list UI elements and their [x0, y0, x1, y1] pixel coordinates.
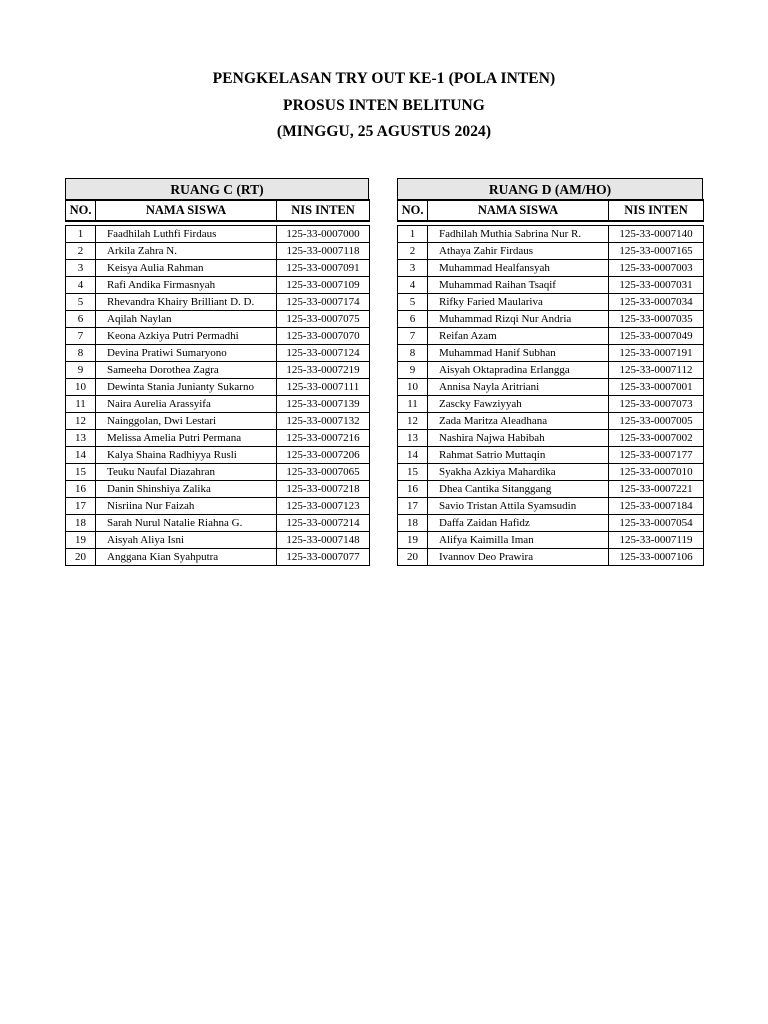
nis-number: 125-33-0007001: [609, 379, 704, 396]
row-number: 3: [66, 260, 96, 277]
table-row: [66, 362, 370, 379]
nis-number: 125-33-0007221: [609, 481, 704, 498]
table-row: [398, 311, 704, 328]
table-header: [397, 199, 704, 222]
nis-number: 125-33-0007075: [277, 311, 370, 328]
table-row: [66, 447, 370, 464]
table-row: [66, 260, 370, 277]
student-name: Teuku Naufal Diazahran: [96, 464, 277, 481]
table-row: [66, 498, 370, 515]
nis-number: 125-33-0007165: [609, 243, 704, 260]
student-name: Fadhilah Muthia Sabrina Nur R.: [428, 226, 609, 243]
student-name: Ivannov Deo Prawira: [428, 549, 609, 566]
table-row: [398, 515, 704, 532]
nis-number: 125-33-0007132: [277, 413, 370, 430]
table-row: [66, 430, 370, 447]
student-name: Devina Pratiwi Sumaryono: [96, 345, 277, 362]
row-number: 19: [398, 532, 428, 549]
table-row: [66, 226, 370, 243]
row-number: 6: [398, 311, 428, 328]
student-name: Aisyah Oktapradina Erlangga: [428, 362, 609, 379]
table-row: [66, 413, 370, 430]
student-name: Rahmat Satrio Muttaqin: [428, 447, 609, 464]
student-name: Nainggolan, Dwi Lestari: [96, 413, 277, 430]
student-name: Nisriina Nur Faizah: [96, 498, 277, 515]
nis-number: 125-33-0007174: [277, 294, 370, 311]
student-name: Muhammad Raihan Tsaqif: [428, 277, 609, 294]
table-row: [66, 532, 370, 549]
nis-number: 125-33-0007073: [609, 396, 704, 413]
student-name: Keona Azkiya Putri Permadhi: [96, 328, 277, 345]
nis-number: 125-33-0007002: [609, 430, 704, 447]
nis-number: 125-33-0007003: [609, 260, 704, 277]
student-name: Anggana Kian Syahputra: [96, 549, 277, 566]
nis-number: 125-33-0007112: [609, 362, 704, 379]
nis-number: 125-33-0007000: [277, 226, 370, 243]
table-row: [398, 294, 704, 311]
table-row: [398, 532, 704, 549]
student-name: Aisyah Aliya Isni: [96, 532, 277, 549]
nis-number: 125-33-0007214: [277, 515, 370, 532]
row-number: 10: [398, 379, 428, 396]
row-number: 12: [66, 413, 96, 430]
nis-number: 125-33-0007191: [609, 345, 704, 362]
row-number: 7: [66, 328, 96, 345]
student-name: Reifan Azam: [428, 328, 609, 345]
row-number: 6: [66, 311, 96, 328]
table-row: [66, 311, 370, 328]
student-name: Muhammad Hanif Subhan: [428, 345, 609, 362]
table-row: [398, 243, 704, 260]
row-number: 11: [398, 396, 428, 413]
col-no-header: NO.: [66, 200, 96, 221]
nis-number: 125-33-0007065: [277, 464, 370, 481]
nis-number: 125-33-0007070: [277, 328, 370, 345]
table-row: [66, 243, 370, 260]
student-name: Muhammad Rizqi Nur Andria: [428, 311, 609, 328]
table-row: [66, 481, 370, 498]
student-name: Rhevandra Khairy Brilliant D. D.: [96, 294, 277, 311]
row-number: 17: [398, 498, 428, 515]
student-name: Annisa Nayla Aritriani: [428, 379, 609, 396]
row-number: 2: [398, 243, 428, 260]
row-number: 16: [66, 481, 96, 498]
nis-number: 125-33-0007010: [609, 464, 704, 481]
student-name: Faadhilah Luthfi Firdaus: [96, 226, 277, 243]
row-number: 8: [398, 345, 428, 362]
nis-number: 125-33-0007119: [609, 532, 704, 549]
student-name: Savio Tristan Attila Syamsudin: [428, 498, 609, 515]
table-header: [65, 199, 370, 222]
student-name: Melissa Amelia Putri Permana: [96, 430, 277, 447]
row-number: 18: [66, 515, 96, 532]
nis-number: 125-33-0007109: [277, 277, 370, 294]
student-name: Sameeha Dorothea Zagra: [96, 362, 277, 379]
row-number: 14: [398, 447, 428, 464]
nis-number: 125-33-0007184: [609, 498, 704, 515]
student-name: Athaya Zahir Firdaus: [428, 243, 609, 260]
nis-number: 125-33-0007005: [609, 413, 704, 430]
nis-number: 125-33-0007218: [277, 481, 370, 498]
row-number: 2: [66, 243, 96, 260]
table-row: [66, 549, 370, 566]
row-number: 10: [66, 379, 96, 396]
table-row: [398, 396, 704, 413]
table-row: [398, 413, 704, 430]
student-name: Daffa Zaidan Hafidz: [428, 515, 609, 532]
title-line-1: PENGKELASAN TRY OUT KE-1 (POLA INTEN): [212, 70, 556, 87]
table-row: [66, 328, 370, 345]
row-number: 9: [398, 362, 428, 379]
row-number: 18: [398, 515, 428, 532]
col-name-header: NAMA SISWA: [96, 200, 277, 221]
row-number: 13: [398, 430, 428, 447]
nis-number: 125-33-0007049: [609, 328, 704, 345]
col-nis-header: NIS INTEN: [609, 200, 704, 221]
student-name: Danin Shinshiya Zalika: [96, 481, 277, 498]
student-name: Kalya Shaina Radhiyya Rusli: [96, 447, 277, 464]
student-name: Dhea Cantika Sitanggang: [428, 481, 609, 498]
table-row: [398, 498, 704, 515]
nis-number: 125-33-0007140: [609, 226, 704, 243]
title-line-3: (MINGGU, 25 AGUSTUS 2024): [276, 123, 492, 140]
nis-number: 125-33-0007216: [277, 430, 370, 447]
table-row: [398, 362, 704, 379]
row-number: 1: [66, 226, 96, 243]
row-number: 14: [66, 447, 96, 464]
table-row: [398, 447, 704, 464]
student-name: Muhammad Healfansyah: [428, 260, 609, 277]
student-name: Dewinta Stania Junianty Sukarno: [96, 379, 277, 396]
nis-number: 125-33-0007124: [277, 345, 370, 362]
table-row: [398, 379, 704, 396]
row-number: 4: [398, 277, 428, 294]
col-no-header: NO.: [398, 200, 428, 221]
room-title: RUANG C (RT): [65, 178, 369, 199]
nis-number: 125-33-0007035: [609, 311, 704, 328]
table-row: [66, 464, 370, 481]
nis-number: 125-33-0007034: [609, 294, 704, 311]
student-table-body: [397, 225, 704, 566]
row-number: 20: [66, 549, 96, 566]
student-name: Naira Aurelia Arassyifa: [96, 396, 277, 413]
student-name: Nashira Najwa Habibah: [428, 430, 609, 447]
nis-number: 125-33-0007106: [609, 549, 704, 566]
col-name-header: NAMA SISWA: [428, 200, 609, 221]
row-number: 13: [66, 430, 96, 447]
table-row: [398, 430, 704, 447]
row-number: 16: [398, 481, 428, 498]
table-row: [66, 515, 370, 532]
table-row: [398, 481, 704, 498]
nis-number: 125-33-0007139: [277, 396, 370, 413]
table-row: [66, 396, 370, 413]
student-name: Sarah Nurul Natalie Riahna G.: [96, 515, 277, 532]
room-c-table: [65, 178, 369, 566]
nis-number: 125-33-0007118: [277, 243, 370, 260]
nis-number: 125-33-0007219: [277, 362, 370, 379]
row-number: 20: [398, 549, 428, 566]
row-number: 3: [398, 260, 428, 277]
table-row: [398, 345, 704, 362]
student-name: Arkila Zahra N.: [96, 243, 277, 260]
row-number: 19: [66, 532, 96, 549]
student-name: Rafi Andika Firmasnyah: [96, 277, 277, 294]
student-name: Aqilah Naylan: [96, 311, 277, 328]
row-number: 7: [398, 328, 428, 345]
table-row: [398, 260, 704, 277]
row-number: 15: [66, 464, 96, 481]
row-number: 12: [398, 413, 428, 430]
row-number: 17: [66, 498, 96, 515]
nis-number: 125-33-0007206: [277, 447, 370, 464]
student-name: Zascky Fawziyyah: [428, 396, 609, 413]
nis-number: 125-33-0007148: [277, 532, 370, 549]
student-table-body: [65, 225, 370, 566]
table-row: [398, 549, 704, 566]
table-row: [398, 277, 704, 294]
table-row: [66, 277, 370, 294]
row-number: 5: [66, 294, 96, 311]
row-number: 15: [398, 464, 428, 481]
nis-number: 125-33-0007077: [277, 549, 370, 566]
table-row: [398, 464, 704, 481]
nis-number: 125-33-0007091: [277, 260, 370, 277]
room-title: RUANG D (AM/HO): [397, 178, 703, 199]
nis-number: 125-33-0007177: [609, 447, 704, 464]
student-name: Rifky Faried Maulariva: [428, 294, 609, 311]
room-d-table: [397, 178, 703, 566]
student-name: Alifya Kaimilla Iman: [428, 532, 609, 549]
row-number: 11: [66, 396, 96, 413]
nis-number: 125-33-0007031: [609, 277, 704, 294]
row-number: 8: [66, 345, 96, 362]
row-number: 4: [66, 277, 96, 294]
nis-number: 125-33-0007054: [609, 515, 704, 532]
title-line-2: PROSUS INTEN BELITUNG: [283, 96, 485, 114]
table-row: [66, 379, 370, 396]
nis-number: 125-33-0007111: [277, 379, 370, 396]
document-title: [0, 66, 768, 146]
student-name: Syakha Azkiya Mahardika: [428, 464, 609, 481]
student-name: Zada Maritza Aleadhana: [428, 413, 609, 430]
row-number: 9: [66, 362, 96, 379]
table-row: [398, 328, 704, 345]
col-nis-header: NIS INTEN: [277, 200, 370, 221]
row-number: 1: [398, 226, 428, 243]
student-name: Keisya Aulia Rahman: [96, 260, 277, 277]
table-row: [66, 345, 370, 362]
row-number: 5: [398, 294, 428, 311]
table-row: [66, 294, 370, 311]
table-row: [398, 226, 704, 243]
nis-number: 125-33-0007123: [277, 498, 370, 515]
